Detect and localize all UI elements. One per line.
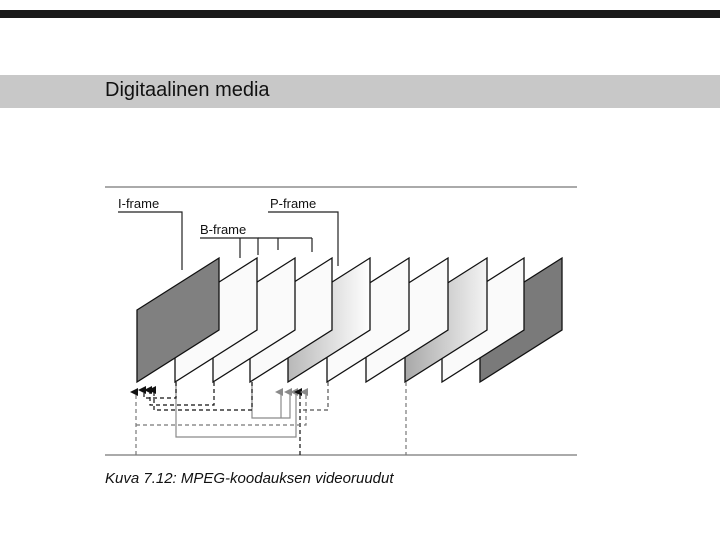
p-frame-label: P-frame [270, 196, 317, 211]
page-title: Digitaalinen media [105, 79, 270, 101]
frame-stack [137, 258, 562, 382]
dependency-arrows [136, 382, 406, 455]
i-frame-label: I-frame [118, 196, 160, 211]
label-leaders [118, 212, 338, 270]
b-frame-label: B-frame [200, 222, 247, 237]
figure-caption: Kuva 7.12: MPEG-koodauksen videoruudut [105, 470, 394, 487]
